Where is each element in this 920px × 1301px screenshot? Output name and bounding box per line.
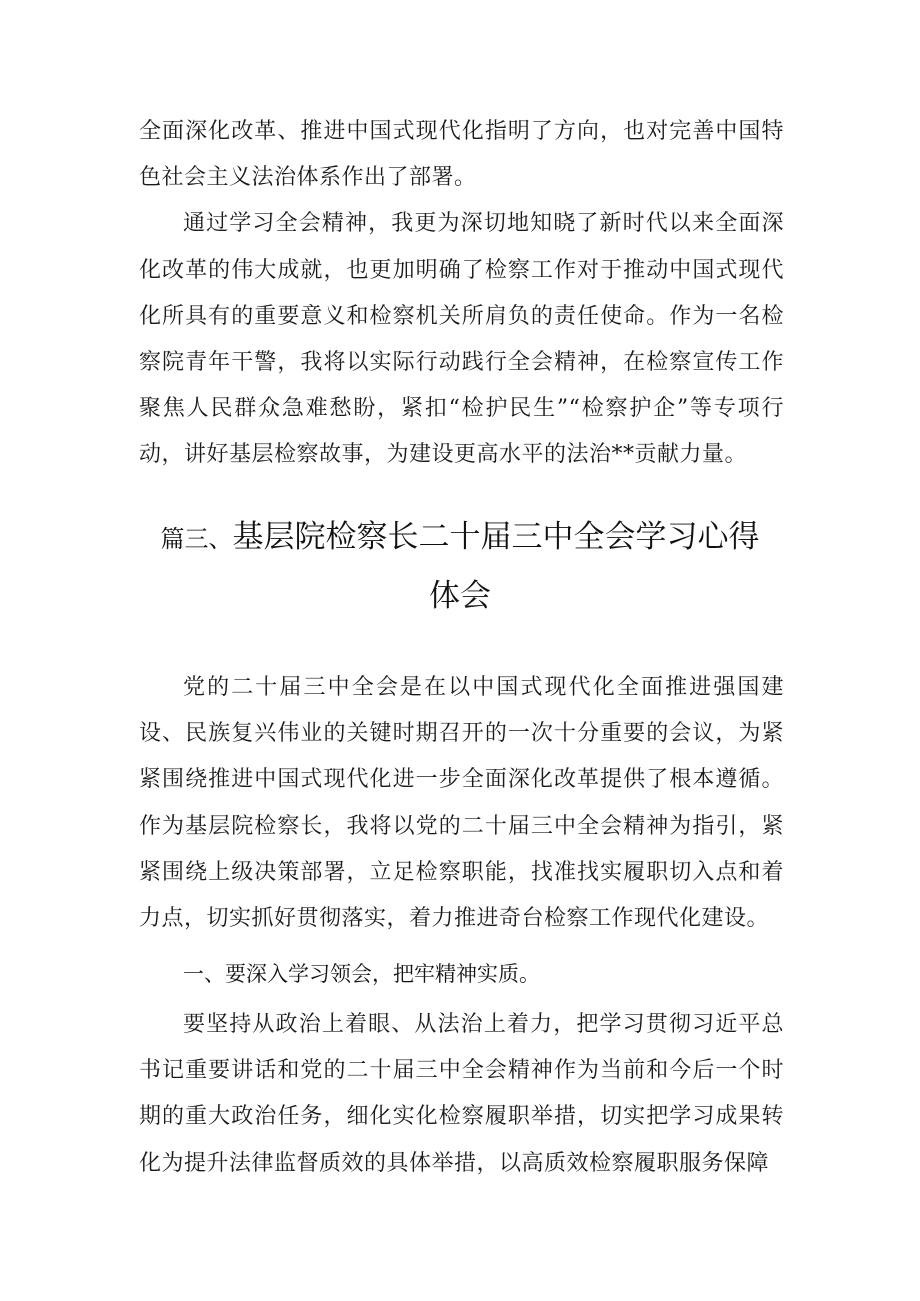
section-subheading: 一、要深入学习领会，把牢精神实质。 (183, 962, 540, 986)
lead-section (139, 665, 784, 942)
section-title (150, 508, 770, 624)
section-title-prefix: 篇三、 (160, 525, 233, 553)
intro-paragraph-2: 通过学习全会精神，我更为深切地知晓了新时代以来全面深化改革的伟大成就，也更加明确了检察工作对于推动中国式现代化所具有的重要意义和检察机关所肩负的责任使命。作为一名检察院青年干警，我将以实际行动践行全会精神，在检察宣传工作聚焦人民群众急难愁盼，紧扣“检护民生”“检察护企”等专项行动，讲好基层检察故事，为建设更高水平的法治**贡献力量。 (139, 211, 784, 468)
lead-paragraph: 党的二十届三中全会是在以中国式现代化全面推进强国建设、民族复兴伟业的关键时期召开的一次十分重要的会议，为紧紧围绕推进中国式现代化进一步全面深化改革提供了根本遵循。作为基层院检察长，我将以党的二十届三中全会精神为指引，紧紧围绕上级决策部署，立足检察职能，找准找实履职切入点和着力点，切实抓好贯彻落实，着力推进奇台检察工作现代化建设。 (139, 675, 784, 932)
body-section (139, 1002, 784, 1187)
section-title-main: 基层院检察长二十届三中全会学习心得体会 (232, 519, 760, 614)
intro-paragraph-1: 全面深化改革、推进中国式现代化指明了方向，也对完善中国特色社会主义法治体系作出了部署。 (139, 119, 784, 191)
body-paragraph: 要坚持从政治上着眼、从法治上着力，把学习贯彻习近平总书记重要讲话和党的二十届三中全会精神作为当前和今后一个时期的重大政治任务，细化实化检察履职举措，切实把学习成果转化为提升法律监督质效的具体举措，以高质效检察履职服务保障 (139, 1012, 784, 1176)
intro-section (139, 109, 784, 479)
